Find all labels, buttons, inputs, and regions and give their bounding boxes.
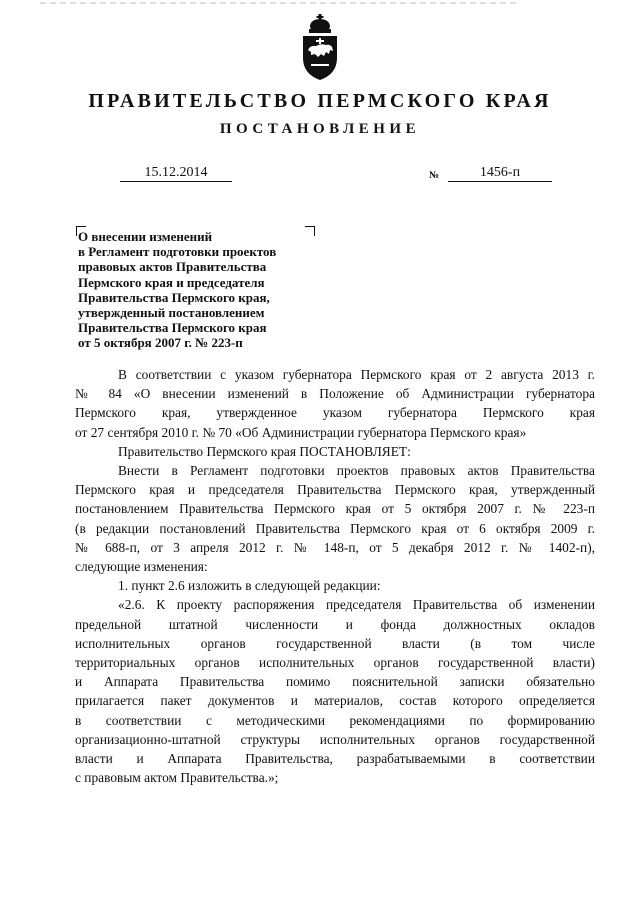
body-line: с правовым актом Правительства.»; [75, 770, 279, 786]
body-line: Пермского края и председателя Правительства Пермского края, утвержденный [75, 482, 595, 498]
perm-krai-emblem [299, 12, 341, 82]
body-line: (в редакции постановлений Правительства Пермского края от 6 октября 2009 г. [75, 520, 595, 536]
body-line: от 27 сентября 2010 г. № 70 «Об Администрации губернатора Пермского края» [75, 424, 527, 440]
subject-line: Правительства Пермского края, [78, 289, 270, 305]
body-line: следующие изменения: [75, 559, 208, 575]
body-line: «2.6. К проекту распоряжения председателя Правительства об изменении [118, 597, 595, 613]
scan-artifact-line [40, 2, 520, 4]
body-line: организационно-штатной структуры исполнительных органов государственной [75, 731, 595, 747]
subject-line: утвержденный постановлением [78, 305, 265, 321]
government-title: ПРАВИТЕЛЬСТВО ПЕРМСКОГО КРАЯ [88, 90, 552, 112]
body-line: прилагается пакет документов и материалов, состав которого определяется [75, 693, 595, 709]
body-line: В соответствии с указом губернатора Пермского края от 2 августа 2013 г. [118, 367, 595, 382]
number-sign: № [429, 170, 440, 181]
body-line: постановлением Правительства Пермского края от 5 октября 2007 г. № 223-п [75, 501, 595, 517]
document-body [75, 365, 595, 787]
body-line: и Аппарата Правительства помимо пояснительной записки обязательно [75, 674, 595, 690]
item-1-line: 1. пункт 2.6 изложить в следующей редакции: [118, 578, 381, 594]
body-line: Пермского края, утвержденное указом губернатора Пермского края [75, 405, 595, 421]
document-date: 15.12.2014 [120, 165, 232, 182]
clause-2-6-paragraph [75, 595, 595, 787]
body-line: исполнительных органов государственной власти (в том числе [75, 635, 595, 651]
subject-line: Правительства Пермского края [78, 320, 267, 336]
subject-line: Пермского края и председателя [78, 274, 265, 290]
subject-line: от 5 октября 2007 г. № 223-п [78, 335, 243, 351]
body-line: Внести в Регламент подготовки проектов правовых актов Правительства [118, 463, 595, 479]
body-line: предельной штатной численности и фонда должностных окладов [75, 616, 595, 632]
body-line: территориальных органов исполнительных органов государственной власти) [75, 655, 595, 671]
subject-heading [78, 229, 348, 351]
subject-line: в Регламент подготовки проектов [78, 244, 277, 260]
body-line: № 688-п, от 3 апреля 2012 г. № 148-п, от 5 декабря 2012 г. № 1402-п), [75, 539, 595, 555]
amendment-paragraph [75, 461, 595, 576]
body-line: в соответствии с методическими рекомендациями по формированию [75, 712, 595, 728]
subject-line: правовых актов Правительства [78, 259, 267, 275]
body-line: № 84 «О внесении изменений в Положение об Администрации губернатора [75, 386, 595, 402]
document-type-title: ПОСТАНОВЛЕНИЕ [219, 121, 421, 137]
subject-line: О внесении изменений [78, 229, 213, 244]
preamble-paragraph [75, 365, 595, 442]
resolves-line: Правительство Пермского края ПОСТАНОВЛЯЕТ: [118, 443, 411, 459]
document-number: 1456-п [448, 165, 552, 182]
body-line: власти и Аппарата Правительства, разрабатываемыми в соответствии [75, 751, 595, 767]
